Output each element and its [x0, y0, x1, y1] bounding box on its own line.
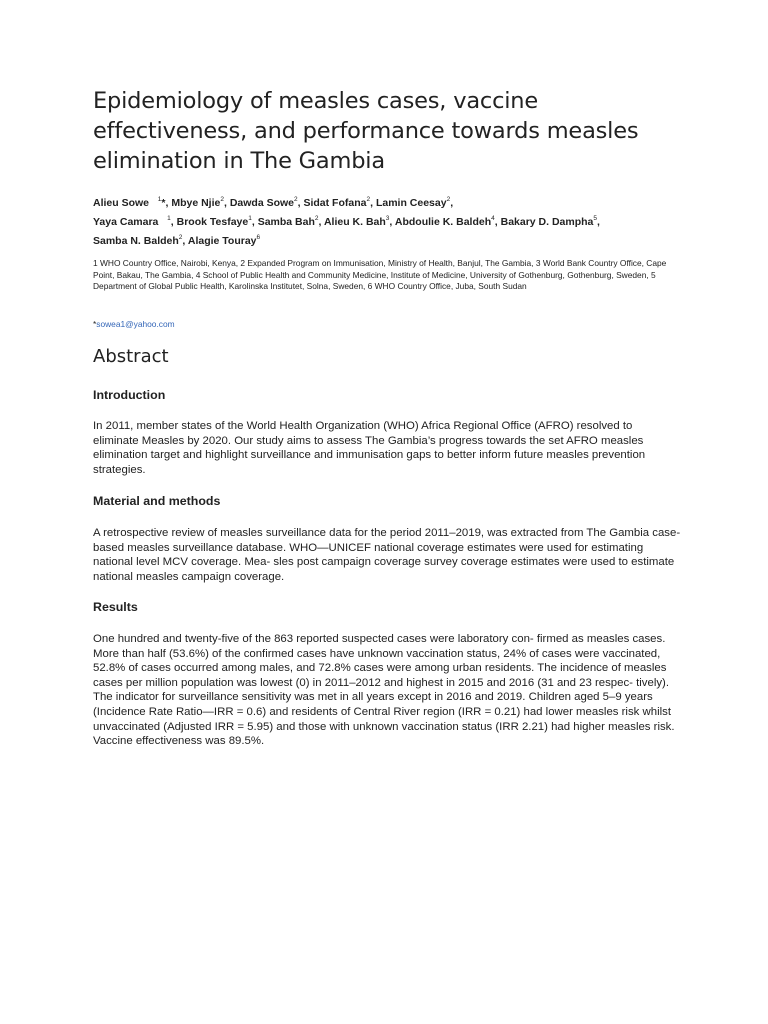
corresponding-email	[93, 319, 175, 329]
affiliations: 1 WHO Country Office, Nairobi, Kenya, 2 Expanded Program on Immunisation, Ministry of Health, Banjul, The Gambia, 3 World Bank Country Office, Cape Point, Bakau, The Gambia, 4 School of Public Health and Community Medicine, Institute of Medicine, University of Gothenburg, Gothenburg, Sweden, 5 Department of Global Public Health, Karolinska Institutet, Solna, Sweden, 6 WHO Country Office, Juba, South Sudan	[93, 258, 667, 292]
author-name: Samba N. Baldeh	[93, 235, 179, 247]
author-name: Sidat Fofana	[303, 197, 367, 209]
methods-text: A retrospective review of measles surveillance data for the period 2011–2019, was extracted from The Gambia case-based measles surveillance database. WHO—UNICEF national coverage estimates were used for estimating national level MCV coverage. Mea- sles post campaign coverage survey coverage estimates were used to estimate national measles campaign coverage.	[93, 527, 681, 583]
author-line-2: Yaya Camara $^1$, Brook Tesfaye$^1$, Samba Bah$^2$, Alieu K. Bah$^3$, Abdoulie K. Baldeh$^4$, Bakary D. Dampha$^5$,	[93, 215, 600, 228]
author-affiliation-number: 4	[491, 215, 495, 222]
email-link[interactable]: sowea1@yahoo.com	[96, 319, 175, 329]
author-affiliation-number: 1	[157, 196, 162, 203]
results-heading: Results	[93, 600, 138, 614]
author-name: Alieu Sowe	[93, 197, 150, 209]
author-name: Abdoulie K. Baldeh	[394, 216, 492, 228]
author-name: Yaya Camara	[93, 216, 159, 228]
author-affiliation-number: 2	[294, 196, 298, 203]
author-name: Mbye Njie	[171, 197, 221, 209]
author-name: Brook Tesfaye	[176, 216, 249, 228]
author-affiliation-number: 2	[178, 234, 183, 241]
author-name: Lamin Ceesay	[375, 197, 447, 209]
author-name: Alieu K. Bah	[323, 216, 386, 228]
abstract-heading: Abstract	[93, 346, 169, 367]
corresponding-email-marker: *	[93, 319, 97, 329]
author-line-3: Samba N. Baldeh$^2$, Alagie Touray$^6$	[93, 234, 261, 247]
introduction-heading: Introduction	[93, 388, 166, 402]
author-name: Alagie Touray	[187, 235, 257, 247]
author-affiliation-number: 3	[385, 215, 390, 222]
methods-heading: Material and methods	[93, 494, 221, 508]
corresponding-author-mark: *,	[161, 197, 172, 209]
author-name: Samba Bah	[257, 216, 315, 228]
author-affiliation-number: 1	[248, 215, 252, 222]
paper-title: Epidemiology of measles cases, vaccine effectiveness, and performance towards measles elimination in The Gambia	[93, 88, 639, 174]
author-affiliation-number: 1	[167, 215, 171, 222]
author-affiliation-number: 5	[593, 215, 598, 222]
author-affiliation-number: 6	[256, 234, 261, 241]
results-text: One hundred and twenty-five of the 863 reported suspected cases were laboratory con- firmed as measles cases. More than half (53.6%) of the confirmed cases have unknown vaccination status, 24% of cases were vaccinated, 52.8% of cases occurred among males, and 72.8% cases were among urban residents. The incidence of measles cases per million population was lowest (0) in 2011–2012 and highest in 2015 and 2016 (31 and 23 respec- tively). The indicator for surveillance sensitivity was met in all years except in 2016 and 2019. Children aged 5–9 years (Incidence Rate Ratio—IRR = 0.6) and residents of Central River region (IRR = 0.21) had lower measles risk whilst unvaccinated (Adjusted IRR = 5.95) and those with unknown vaccination status (IRR 2.21) had higher measles risk. Vaccine effectiveness was 89.5%.	[93, 633, 675, 748]
author-affiliation-number: 2	[366, 196, 371, 203]
introduction-text: In 2011, member states of the World Health Organization (WHO) Africa Regional Office (AFRO) resolved to eliminate Measles by 2020. Our study aims to assess The Gambia’s progress towards the set AFRO measles elimination target and highlight surveillance and immunisation gaps to better inform future measles prevention strategies.	[93, 420, 646, 476]
author-affiliation-number: 2	[220, 196, 224, 203]
author-line-1: Alieu Sowe $^1$*, Mbye Njie$^2$, Dawda Sowe$^2$, Sidat Fofana$^2$, Lamin Ceesay$^2$,	[93, 196, 454, 209]
author-list	[93, 192, 713, 249]
author-affiliation-number: 2	[314, 215, 319, 222]
author-affiliation-number: 2	[446, 196, 451, 203]
author-name: Bakary D. Dampha	[500, 216, 594, 228]
author-name: Dawda Sowe	[229, 197, 294, 209]
